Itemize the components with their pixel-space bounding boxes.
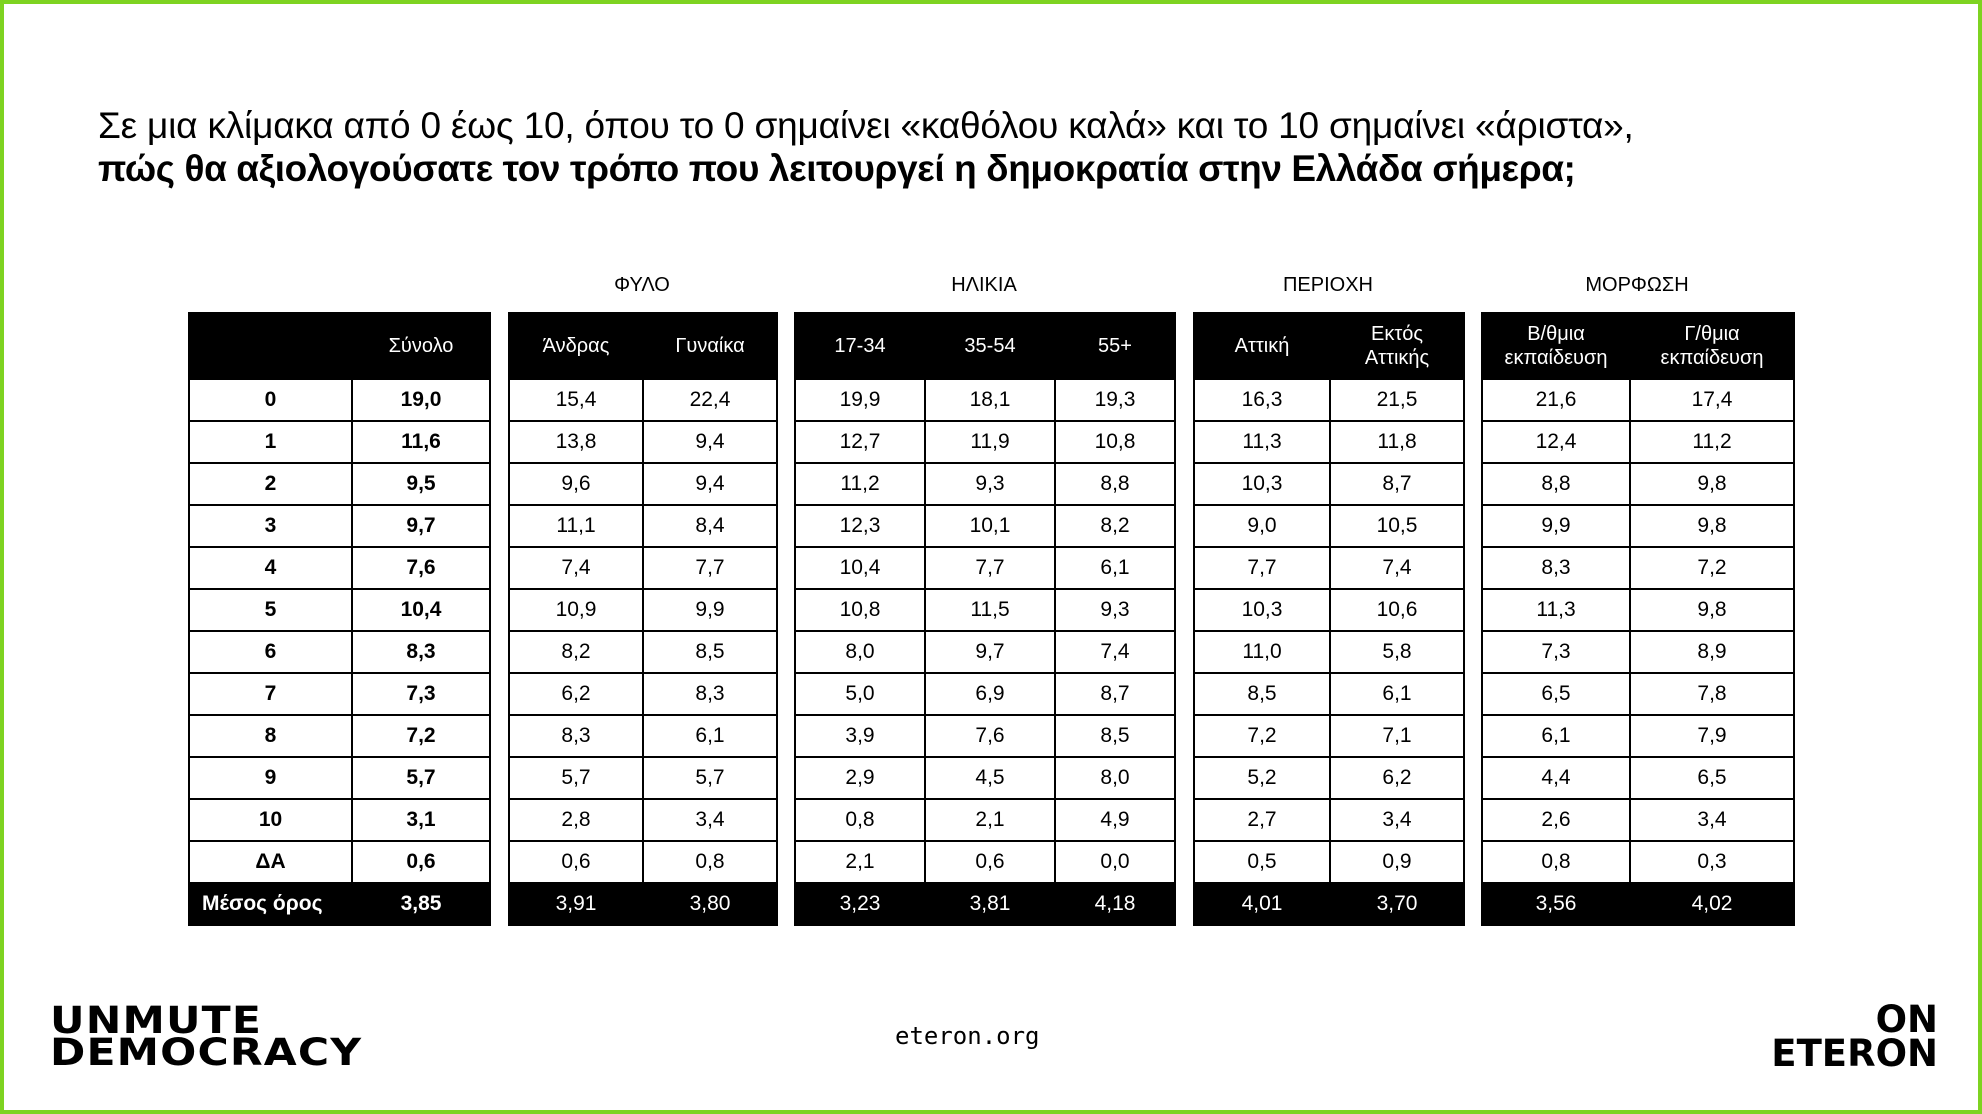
table-row: [189, 631, 490, 673]
table-cell: 5,7: [509, 757, 643, 799]
table-cell: 8,3: [352, 631, 490, 673]
table-row: [189, 841, 490, 883]
table-row: [1482, 631, 1794, 673]
table-cell: 9,9: [643, 589, 777, 631]
table-cell: 0,8: [1482, 841, 1630, 883]
table-cell: 8,4: [643, 505, 777, 547]
table-cell: 19,3: [1055, 379, 1175, 421]
row-label: 10: [189, 799, 352, 841]
table-cell: 3,4: [1630, 799, 1794, 841]
table-cell: 9,7: [352, 505, 490, 547]
table-region: [1193, 312, 1465, 926]
table-cell: 3,4: [1330, 799, 1464, 841]
table-cell: 5,2: [1194, 757, 1330, 799]
table-row: [795, 589, 1175, 631]
table-cell: 4,4: [1482, 757, 1630, 799]
header-total: Σύνολο: [352, 313, 490, 379]
table-cell: 11,3: [1194, 421, 1330, 463]
table-cell: 8,5: [643, 631, 777, 673]
table-row: [1194, 799, 1464, 841]
table-row-mean: [795, 883, 1175, 925]
group-label-gender: ΦΥΛΟ: [614, 274, 670, 296]
row-label: 5: [189, 589, 352, 631]
table-cell: 3,80: [643, 883, 777, 925]
table-cell: 12,4: [1482, 421, 1630, 463]
table-row: [795, 547, 1175, 589]
table-row: [189, 715, 490, 757]
table-cell: 7,4: [1055, 631, 1175, 673]
table-cell: 7,3: [352, 673, 490, 715]
table-cell: 15,4: [509, 379, 643, 421]
table-cell: 11,2: [1630, 421, 1794, 463]
table-cell: 9,4: [643, 463, 777, 505]
table-cell: 11,1: [509, 505, 643, 547]
table-cell: 7,2: [1630, 547, 1794, 589]
table-cell: 11,6: [352, 421, 490, 463]
table-cell: 10,5: [1330, 505, 1464, 547]
table-row: [1482, 463, 1794, 505]
table-cell: 5,7: [352, 757, 490, 799]
table-cell: 8,0: [795, 631, 925, 673]
table-row: [509, 421, 777, 463]
table-cell: 3,9: [795, 715, 925, 757]
table-cell: 11,9: [925, 421, 1055, 463]
table-row: [509, 757, 777, 799]
table-cell: 4,02: [1630, 883, 1794, 925]
table-cell: 6,5: [1482, 673, 1630, 715]
footer-url[interactable]: eteron.org: [895, 1022, 1040, 1050]
table-cell: 0,6: [925, 841, 1055, 883]
row-label: 6: [189, 631, 352, 673]
question-line-2: πώς θα αξιολογούσατε τον τρόπο που λειτουργεί η δημοκρατία στην Ελλάδα σήμερα;: [98, 148, 1576, 189]
table-cell: 13,8: [509, 421, 643, 463]
table-row: [1482, 757, 1794, 799]
table-cell: 19,9: [795, 379, 925, 421]
table-row: [189, 757, 490, 799]
table-cell: 7,4: [1330, 547, 1464, 589]
table-cell: 7,2: [352, 715, 490, 757]
table-row: [189, 799, 490, 841]
table-cell: 2,1: [925, 799, 1055, 841]
table-education: [1481, 312, 1795, 926]
logo-right-line-2: ETERON: [1771, 1032, 1938, 1075]
table-cell: 9,3: [925, 463, 1055, 505]
table-row: [509, 379, 777, 421]
table-cell: 6,1: [1482, 715, 1630, 757]
table-cell: 7,6: [925, 715, 1055, 757]
question-line-1: Σε μια κλίμακα από 0 έως 10, όπου το 0 σημαίνει «καθόλου καλά» και το 10 σημαίνει «άριστα»,: [98, 105, 1634, 146]
table-cell: 8,7: [1055, 673, 1175, 715]
table-row: [1482, 547, 1794, 589]
table-age: [794, 312, 1176, 926]
table-row: [509, 589, 777, 631]
logo-left-line-1: UNMUTE: [50, 999, 263, 1042]
header-age-35-54: 35-54: [925, 313, 1055, 379]
logo-right-line-1: ON: [1875, 998, 1938, 1041]
table-cell: 6,1: [1055, 547, 1175, 589]
table-cell: 6,2: [1330, 757, 1464, 799]
table-cell: 6,9: [925, 673, 1055, 715]
header-corner: [189, 313, 352, 379]
table-cell: 7,9: [1630, 715, 1794, 757]
table-row: [1482, 379, 1794, 421]
table-row: [509, 505, 777, 547]
row-label: 3: [189, 505, 352, 547]
table-cell: 19,0: [352, 379, 490, 421]
group-label-region: ΠΕΡΙΟΧΗ: [1282, 274, 1374, 296]
table-row: [509, 463, 777, 505]
table-cell: 7,7: [925, 547, 1055, 589]
table-cell: 21,6: [1482, 379, 1630, 421]
table-cell: 8,3: [643, 673, 777, 715]
header-secondary-edu: [1482, 313, 1630, 379]
on-eteron-logo: [1768, 998, 1938, 1075]
header-tertiary-edu-label: Γ/θμια εκπαίδευση: [1660, 323, 1764, 369]
table-row-mean: [1482, 883, 1794, 925]
table-row: [795, 631, 1175, 673]
table-row: [189, 421, 490, 463]
table-row: [1194, 505, 1464, 547]
table-row: [189, 589, 490, 631]
table-row: [1194, 379, 1464, 421]
table-cell: 9,9: [1482, 505, 1630, 547]
row-label: 0: [189, 379, 352, 421]
table-row: [795, 841, 1175, 883]
table-row: [795, 715, 1175, 757]
table-row: [189, 379, 490, 421]
table-cell: 8,2: [509, 631, 643, 673]
table-row: [189, 547, 490, 589]
table-cell: 6,2: [509, 673, 643, 715]
table-cell: 0,8: [643, 841, 777, 883]
table-cell: 9,3: [1055, 589, 1175, 631]
table-cell: 6,1: [643, 715, 777, 757]
table-cell: 4,5: [925, 757, 1055, 799]
table-cell: 7,3: [1482, 631, 1630, 673]
table-row: [509, 631, 777, 673]
table-cell: 7,7: [1194, 547, 1330, 589]
table-cell: 5,8: [1330, 631, 1464, 673]
table-cell: 2,8: [509, 799, 643, 841]
header-secondary-edu-label: Β/θμια εκπαίδευση: [1504, 323, 1608, 369]
table-cell: 9,4: [643, 421, 777, 463]
table-cell: 5,7: [643, 757, 777, 799]
table-cell: 8,8: [1055, 463, 1175, 505]
table-row: [509, 799, 777, 841]
table-cell: 2,9: [795, 757, 925, 799]
table-row: [509, 673, 777, 715]
table-cell: 12,3: [795, 505, 925, 547]
table-cell: 7,7: [643, 547, 777, 589]
table-cell: 10,3: [1194, 463, 1330, 505]
table-row: [1194, 463, 1464, 505]
table-cell: 10,6: [1330, 589, 1464, 631]
table-row: [795, 673, 1175, 715]
table-cell: 9,0: [1194, 505, 1330, 547]
table-cell: 0,5: [1194, 841, 1330, 883]
table-row: [1194, 841, 1464, 883]
table-row: [1194, 631, 1464, 673]
table-cell: 2,1: [795, 841, 925, 883]
table-cell: 11,5: [925, 589, 1055, 631]
header-outside-attica: [1330, 313, 1464, 379]
table-row: [1194, 421, 1464, 463]
table-cell: 5,0: [795, 673, 925, 715]
group-label-age: ΗΛΙΚΙΑ: [951, 274, 1017, 296]
table-cell: 21,5: [1330, 379, 1464, 421]
table-row: [509, 547, 777, 589]
table-cell: 7,2: [1194, 715, 1330, 757]
row-label: 8: [189, 715, 352, 757]
table-total: [188, 312, 491, 926]
table-row: [509, 841, 777, 883]
table-cell: 8,3: [509, 715, 643, 757]
table-gender: [508, 312, 778, 926]
table-row-mean: [509, 883, 777, 925]
table-cell: 9,8: [1630, 505, 1794, 547]
table-row: [1482, 799, 1794, 841]
table-cell: 7,6: [352, 547, 490, 589]
table-cell: 0,6: [509, 841, 643, 883]
table-cell: 0,3: [1630, 841, 1794, 883]
table-row: [795, 505, 1175, 547]
table-row: [509, 715, 777, 757]
table-row: [1482, 715, 1794, 757]
table-row: [1194, 589, 1464, 631]
row-label: ΔΑ: [189, 841, 352, 883]
table-cell: 3,91: [509, 883, 643, 925]
table-row: [189, 673, 490, 715]
row-label: Μέσος όρος: [189, 883, 352, 925]
table-cell: 0,6: [352, 841, 490, 883]
table-cell: 0,9: [1330, 841, 1464, 883]
table-row: [795, 421, 1175, 463]
table-cell: 9,5: [352, 463, 490, 505]
header-age-17-34: 17-34: [795, 313, 925, 379]
table-cell: 10,3: [1194, 589, 1330, 631]
table-cell: 9,8: [1630, 463, 1794, 505]
table-cell: 16,3: [1194, 379, 1330, 421]
table-cell: 12,7: [795, 421, 925, 463]
table-cell: 9,6: [509, 463, 643, 505]
table-row: [1194, 715, 1464, 757]
header-attica: Αττική: [1194, 313, 1330, 379]
table-cell: 9,8: [1630, 589, 1794, 631]
table-row: [795, 379, 1175, 421]
table-cell: 3,56: [1482, 883, 1630, 925]
table-row: [189, 463, 490, 505]
table-cell: 8,9: [1630, 631, 1794, 673]
table-cell: 4,01: [1194, 883, 1330, 925]
table-row: [1482, 421, 1794, 463]
header-age-55-plus: 55+: [1055, 313, 1175, 379]
table-cell: 8,5: [1055, 715, 1175, 757]
table-row: [1194, 673, 1464, 715]
table-cell: 17,4: [1630, 379, 1794, 421]
logo-left-line-2: DEMOCRACY: [50, 1031, 363, 1074]
table-cell: 4,9: [1055, 799, 1175, 841]
table-cell: 0,8: [795, 799, 925, 841]
table-cell: 11,2: [795, 463, 925, 505]
row-label: 9: [189, 757, 352, 799]
table-cell: 10,4: [795, 547, 925, 589]
row-label: 1: [189, 421, 352, 463]
header-outside-attica-label: Εκτός Αττικής: [1364, 323, 1430, 369]
table-row: [1482, 589, 1794, 631]
table-cell: 3,4: [643, 799, 777, 841]
table-row: [1482, 841, 1794, 883]
table-row: [1482, 505, 1794, 547]
table-cell: 8,8: [1482, 463, 1630, 505]
table-cell: 3,23: [795, 883, 925, 925]
table-row-mean: [189, 883, 490, 925]
header-tertiary-edu: [1630, 313, 1794, 379]
table-cell: 3,85: [352, 883, 490, 925]
table-cell: 8,7: [1330, 463, 1464, 505]
table-row: [795, 757, 1175, 799]
table-cell: 11,3: [1482, 589, 1630, 631]
table-cell: 0,0: [1055, 841, 1175, 883]
table-cell: 6,5: [1630, 757, 1794, 799]
table-cell: 8,3: [1482, 547, 1630, 589]
row-label: 4: [189, 547, 352, 589]
table-cell: 9,7: [925, 631, 1055, 673]
group-label-education: ΜΟΡΦΩΣΗ: [1585, 274, 1689, 296]
table-cell: 7,8: [1630, 673, 1794, 715]
table-row-mean: [1194, 883, 1464, 925]
table-cell: 10,1: [925, 505, 1055, 547]
table-cell: 10,8: [1055, 421, 1175, 463]
table-cell: 10,8: [795, 589, 925, 631]
table-cell: 8,0: [1055, 757, 1175, 799]
table-cell: 10,4: [352, 589, 490, 631]
table-cell: 2,7: [1194, 799, 1330, 841]
table-cell: 10,9: [509, 589, 643, 631]
table-row: [1482, 673, 1794, 715]
table-cell: 3,70: [1330, 883, 1464, 925]
table-row: [795, 799, 1175, 841]
table-row: [1194, 547, 1464, 589]
table-cell: 22,4: [643, 379, 777, 421]
table-cell: 6,1: [1330, 673, 1464, 715]
table-cell: 11,8: [1330, 421, 1464, 463]
table-row: [1194, 757, 1464, 799]
row-label: 7: [189, 673, 352, 715]
table-cell: 8,2: [1055, 505, 1175, 547]
unmute-democracy-logo: [50, 999, 363, 1074]
table-cell: 11,0: [1194, 631, 1330, 673]
table-cell: 3,81: [925, 883, 1055, 925]
table-cell: 18,1: [925, 379, 1055, 421]
header-male: Άνδρας: [509, 313, 643, 379]
table-row: [795, 463, 1175, 505]
table-cell: 7,4: [509, 547, 643, 589]
row-label: 2: [189, 463, 352, 505]
table-cell: 8,5: [1194, 673, 1330, 715]
table-cell: 2,6: [1482, 799, 1630, 841]
table-cell: 7,1: [1330, 715, 1464, 757]
table-cell: 3,1: [352, 799, 490, 841]
header-female: Γυναίκα: [643, 313, 777, 379]
table-row: [189, 505, 490, 547]
table-cell: 4,18: [1055, 883, 1175, 925]
